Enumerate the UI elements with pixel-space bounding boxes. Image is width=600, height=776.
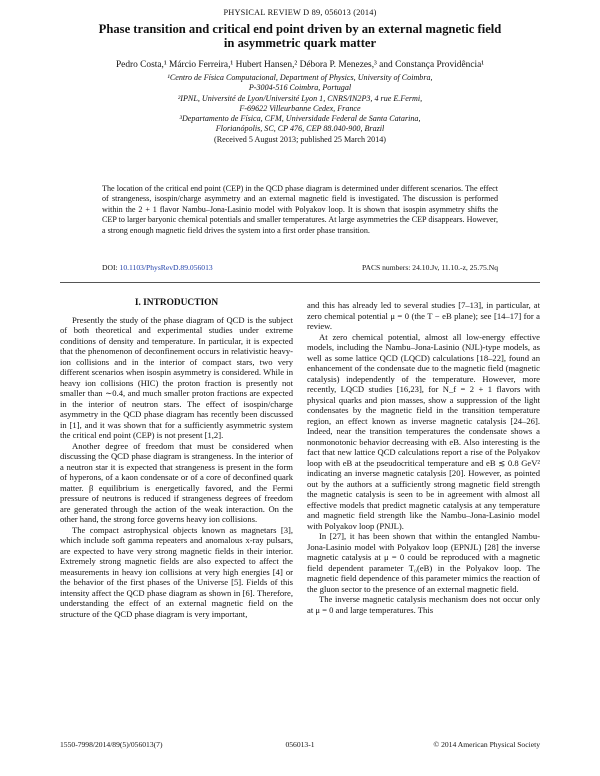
author-list: Pedro Costa,¹ Márcio Ferreira,¹ Hubert Hansen,² Débora P. Menezes,³ and Constança Providência¹: [115, 60, 485, 70]
doi-link[interactable]: 10.1103/PhysRevD.89.056013: [119, 263, 213, 272]
affiliation-line: F-69622 Villeurbanne Cedex, France: [239, 103, 361, 113]
footer-issn: 1550-7998/2014/89(5)/056013(7): [60, 740, 163, 749]
received-dates: (Received 5 August 2013; published 25 March 2014): [214, 134, 386, 144]
title-line-2: in asymmetric quark matter: [223, 36, 377, 50]
right-column: [307, 300, 540, 615]
journal-header: PHYSICAL REVIEW D 89, 056013 (2014): [223, 8, 377, 17]
title-line-1: Phase transition and critical end point driven by an external magnetic field: [98, 22, 502, 36]
paragraph: In [27], it has been shown that within the entangled Nambu-Jona-Lasinio model with Polyakov loop (EPNJL) [28] the inverse magnetic catalysis at μ = 0 could be reproduced with a magnetic field dependent parameter T₀(eB) in the Polyakov loop. The magnetic field dependence of this parameter mimics the reaction of the gluon sector to the presence of an external magnetic field.: [307, 531, 540, 594]
footer-copyright: © 2014 American Physical Society: [433, 740, 540, 749]
left-column: [60, 298, 293, 619]
doi-label: DOI:: [102, 263, 118, 272]
section-heading: I. INTRODUCTION: [134, 298, 219, 308]
footer-page-number: 056013-1: [285, 740, 315, 749]
paragraph: The inverse magnetic catalysis mechanism does not occur only at μ = 0 and large temperatures. This: [307, 594, 540, 615]
paragraph: Another degree of freedom that must be considered when discussing the QCD phase diagram is strangeness. In the interior of a neutron star it is expected that strangeness is present in the form of hyperons, of a kaon condensate or of a core of deconfined quark matter. β equilibrium is energetically favored, and the Fermi pressure of neutrons is reduced if strangeness degrees of freedom are generated through the action of the weak interaction. On the other hand, the strong force governs heavy ion collisions.: [60, 440, 293, 524]
affiliation-line: ¹Centro de Física Computacional, Department of Physics, University of Coimbra,: [167, 73, 433, 82]
paragraph: At zero chemical potential, almost all low-energy effective models, including the Nambu–Jona-Lasinio (NJL)-type models, as well as some lattice QCD (LQCD) calculations [18–22], found an enhancement of the condensate due to the magnetic field (magnetic catalysis) independently of the temperature. However, more recently, LQCD studies [16,23], for N_f = 2 + 1 flavors with physical quarks and pion masses, show a suppression of the light condensates by the magnetic field in the transition temperature region, an effect known as inverse magnetic catalysis [24–26]. Indeed, near the transition temperatures the condensate shows a nonmonotonic behavior decreasing with eB. Also interesting is the fact that new lattice QCD calculations report a rise of the Polyakov loop with eB at the pseudocritical temperature and eB ≲ 0.8 GeV² indicating an inverse magnetic catalysis [20]. However, as pointed out by the authors at a sufficiently strong magnetic field strength the magnetic catalysis is seen to be in agreement with almost all effective models that predict magnetic catalysis at any temperature and magnetic field strength like the Nambu–Jona-Lasinio model with Polyakov loop (PNJL).: [307, 331, 540, 531]
pacs-numbers: PACS numbers: 24.10.Jv, 11.10.-z, 25.75.Nq: [361, 263, 498, 272]
affiliation-line: Florianópolis, SC, CP 476, CEP 88.040-900, Brazil: [215, 124, 385, 134]
affiliation-line: ²IPNL, Université de Lyon/Université Lyon 1, CNRS/IN2P3, 4 rue E.Fermi,: [177, 93, 423, 103]
paragraph: Presently the study of the phase diagram of QCD is the subject of both theoretical and experimental studies under extreme conditions of density and temperature. In particular, it is expected that the phenomenon of deconfinement occurs in relativistic heavy-ion collisions and in the interior of compact stars, two very different scenarios when isospin asymmetry is considered. While in heavy ion collisions (HIC) the proton fraction is presently not smaller than ∼0.4, and much smaller proton fractions are expected in the interior of neutron stars. The effect of isospin/charge asymmetry in the QCD phase diagram has recently been discussed in [1], and it was shown that for a sufficiently asymmetric system the critical end point (CEP) is not present [1,2].: [60, 314, 293, 440]
abstract: The location of the critical end point (CEP) in the QCD phase diagram is determined under different scenarios. The effect of strangeness, isospin/charge asymmetry and an external magnetic field is investigated. The discussion is performed within the 2 + 1 flavor Nambu–Jona-Lasinio model with Polyakov loop. It is shown that isospin asymmetry shifts the CEP to larger baryonic chemical potentials and smaller temperatures. At large asymmetries the CEP disappears. However, a strong enough magnetic field drives the system into a first order phase transition.: [102, 184, 498, 235]
page-footer: [60, 740, 540, 749]
divider-rule: [60, 282, 540, 283]
paper-title: [60, 22, 540, 50]
doi-row: [102, 263, 498, 272]
affiliations: [70, 73, 530, 145]
paragraph: and this has already led to several studies [7–13], in particular, at zero chemical potential μ = 0 (the T − eB plane); see [14–17] for a review.: [307, 300, 540, 331]
affiliation-line: P-3004-516 Coimbra, Portugal: [248, 83, 352, 93]
paragraph: The compact astrophysical objects known as magnetars [3], which include soft gamma repeaters and anomalous x-ray pulsars, are expected to have very strong magnetic fields in their interior. Extremely strong magnetic fields are also expected to affect the measurements in heavy ion collisions at very high energies [4] or the behavior of the first phases of the Universe [5]. Fields of this intensity affect the QCD phase diagram as shown in [6]. Therefore, understanding the effect of an external magnetic field on the structure of the QCD phase diagram is very important,: [60, 524, 293, 619]
affiliation-line: ³Departamento de Física, CFM, Universidade Federal de Santa Catarina,: [179, 114, 421, 124]
